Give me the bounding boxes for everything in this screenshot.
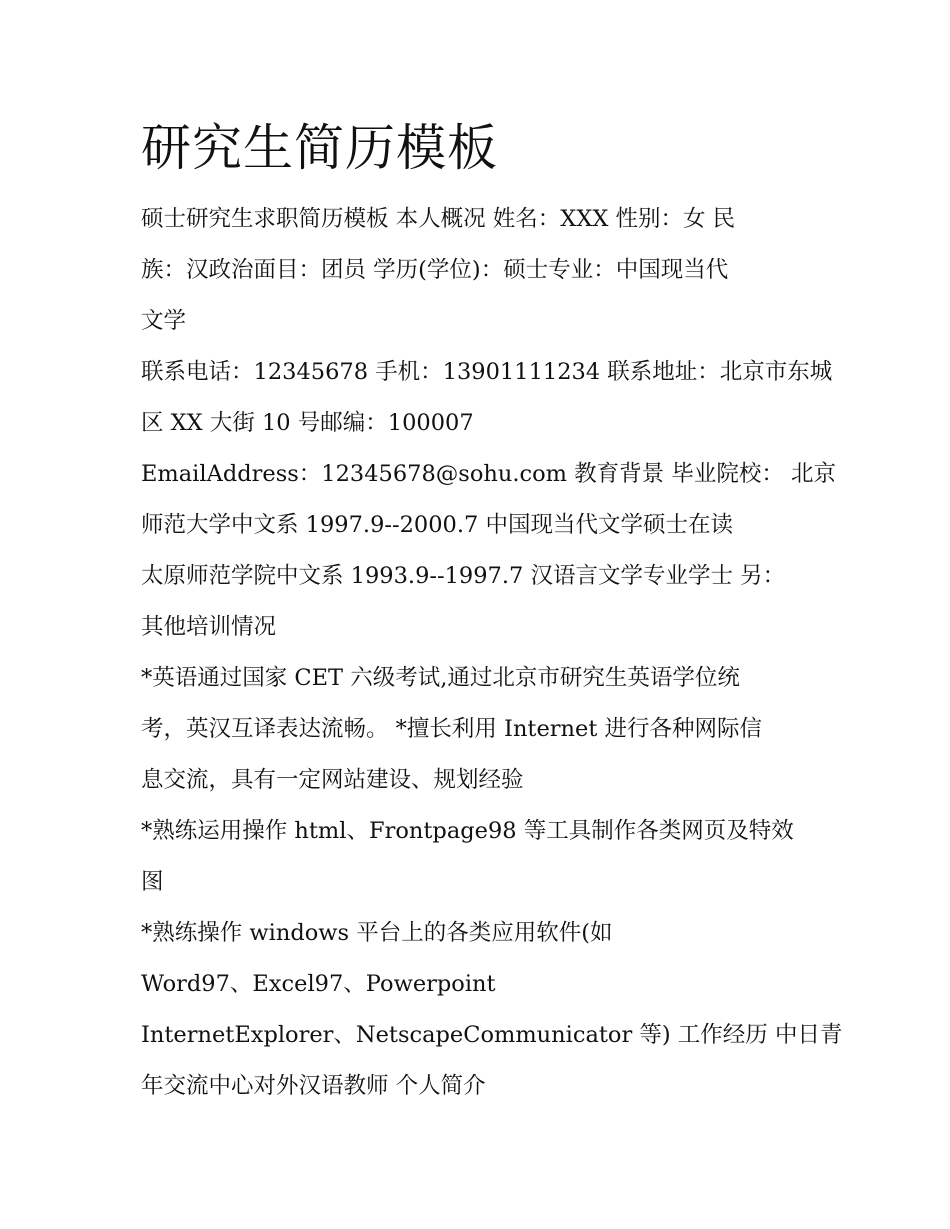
text-line: EmailAddress：12345678@sohu.com 教育背景 毕业院校： 北京 — [141, 461, 836, 487]
text-line: 考，英汉互译表达流畅。 *擅长利用 Internet 进行各种网际信 — [141, 716, 763, 742]
text-line: 师范大学中文系 1997.9--2000.7 中国现当代文学硕士在读 — [141, 512, 733, 538]
document-title: 研究生简历模板 — [141, 119, 498, 177]
text-line: 其他培训情况 — [141, 614, 277, 640]
text-line: 区 XX 大街 10 号邮编：100007 — [141, 410, 474, 436]
text-line: *熟练操作 windows 平台上的各类应用软件(如 — [141, 920, 613, 946]
text-line: InternetExplorer、NetscapeCommunicator 等) 工作经历 中日青 — [141, 1022, 843, 1048]
text-line: *熟练运用操作 html、Frontpage98 等工具制作各类网页及特效 — [141, 818, 794, 844]
text-line: 太原师范学院中文系 1993.9--1997.7 汉语言文学专业学士 另： — [141, 563, 786, 589]
text-line: 硕士研究生求职简历模板 本人概况 姓名：XXX 性别：女 民 — [141, 206, 736, 232]
text-line: 联系电话：12345678 手机：13901111234 联系地址：北京市东城 — [141, 359, 833, 385]
text-line: 图 — [141, 869, 164, 895]
text-line: *英语通过国家 CET 六级考试,通过北京市研究生英语学位统 — [141, 665, 740, 691]
text-line: 年交流中心对外汉语教师 个人简介 — [141, 1073, 486, 1099]
text-line: 息交流，具有一定网站建设、规划经验 — [141, 767, 524, 793]
document-page — [141, 112, 843, 1112]
text-line: Word97、Excel97、Powerpoint — [141, 971, 496, 997]
text-line: 族：汉政治面目：团员 学历(学位)：硕士专业：中国现当代 — [141, 257, 729, 283]
text-line: 文学 — [141, 308, 187, 334]
